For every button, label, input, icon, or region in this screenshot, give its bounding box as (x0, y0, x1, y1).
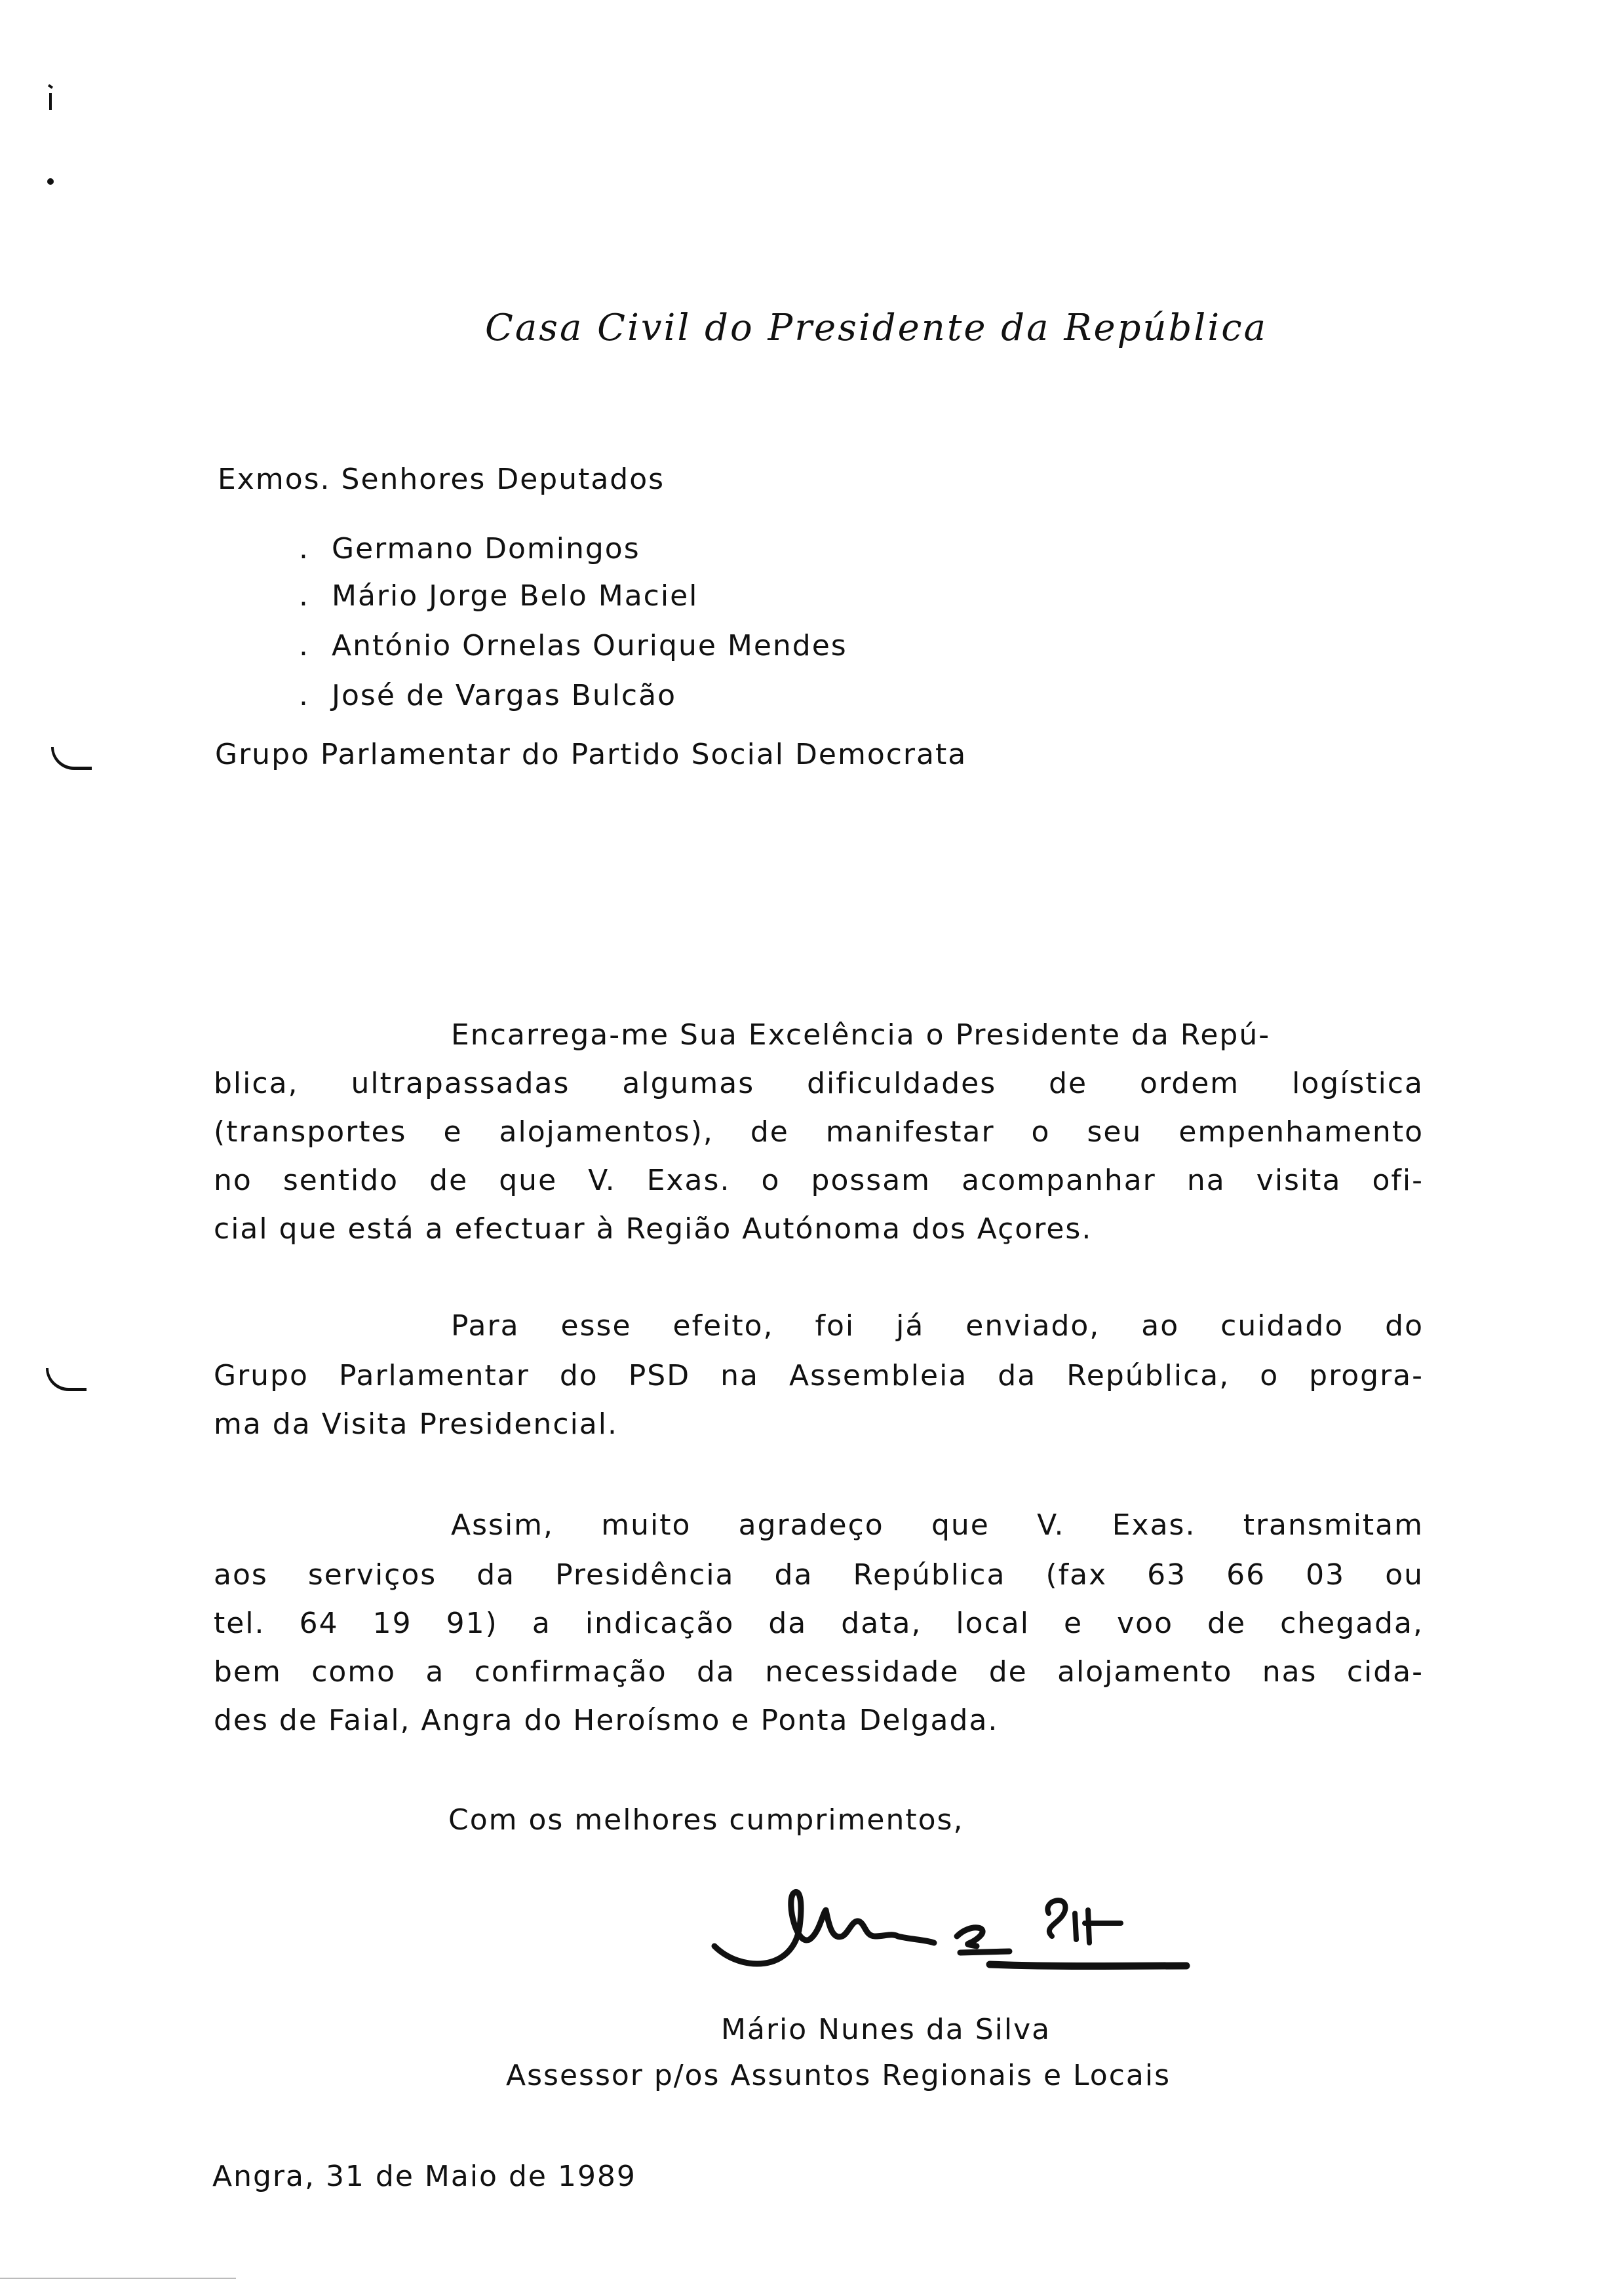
addressee-name-3: . António Ornelas Ourique Mendes (299, 629, 847, 662)
addressee-name-text: José de Vargas Bulcão (332, 679, 676, 712)
p2-line-3: ma da Visita Presidencial. (214, 1407, 618, 1441)
margin-corner-mark (46, 1368, 87, 1391)
margin-mark-top (47, 84, 51, 110)
parliamentary-group: Grupo Parlamentar do Partido Social Democrata (215, 738, 967, 771)
handwritten-signature (701, 1874, 1199, 1979)
p3-line-5: des de Faial, Angra do Heroísmo e Ponta Delgada. (214, 1704, 999, 1737)
addressee-name-4: . José de Vargas Bulcão (299, 679, 676, 712)
p3-line-4: bem como a confirmação da necessidade de alojamento nas cida- (214, 1655, 1424, 1689)
addressee-name-2: . Mário Jorge Belo Maciel (299, 579, 699, 613)
salutation: Exmos. Senhores Deputados (218, 463, 665, 496)
margin-corner-mark (51, 747, 92, 770)
p1-line-2: blica, ultrapassadas algumas dificuldades de ordem logística (214, 1067, 1424, 1100)
p3-line-1: Assim, muito agradeço que V. Exas. transmitam (451, 1508, 1424, 1542)
scan-artifact (0, 2278, 236, 2279)
signatory-name: Mário Nunes da Silva (721, 2013, 1051, 2046)
addressee-name-text: Germano Domingos (332, 532, 640, 565)
p2-line-1: Para esse efeito, foi já enviado, ao cuidado do (451, 1309, 1424, 1343)
signatory-title: Assessor p/os Assuntos Regionais e Locais (506, 2059, 1171, 2092)
p3-line-3: tel. 64 19 91) a indicação da data, local e voo de chegada, (214, 1607, 1424, 1640)
closing: Com os melhores cumprimentos, (448, 1803, 964, 1837)
addressee-name-text: Mário Jorge Belo Maciel (332, 579, 699, 613)
place-date: Angra, 31 de Maio de 1989 (212, 2160, 636, 2193)
letterhead: Casa Civil do Presidente da República (485, 307, 1268, 349)
p3-line-2: aos serviços da Presidência da República (fax 63 66 03 ou (214, 1558, 1424, 1592)
p1-line-3: (transportes e alojamentos), de manifestar o seu empenhamento (214, 1115, 1424, 1149)
p1-line-1: Encarrega-me Sua Excelência o Presidente da Repú- (451, 1018, 1271, 1052)
p1-line-5: cial que está a efectuar à Região Autónoma dos Açores. (214, 1212, 1093, 1246)
p2-line-2: Grupo Parlamentar do PSD na Assembleia da República, o progra- (214, 1359, 1424, 1392)
p1-line-4: no sentido de que V. Exas. o possam acompanhar na visita ofi- (214, 1164, 1424, 1197)
addressee-name-1: . Germano Domingos (299, 532, 640, 565)
addressee-name-text: António Ornelas Ourique Mendes (332, 629, 847, 662)
margin-dot (47, 178, 54, 185)
